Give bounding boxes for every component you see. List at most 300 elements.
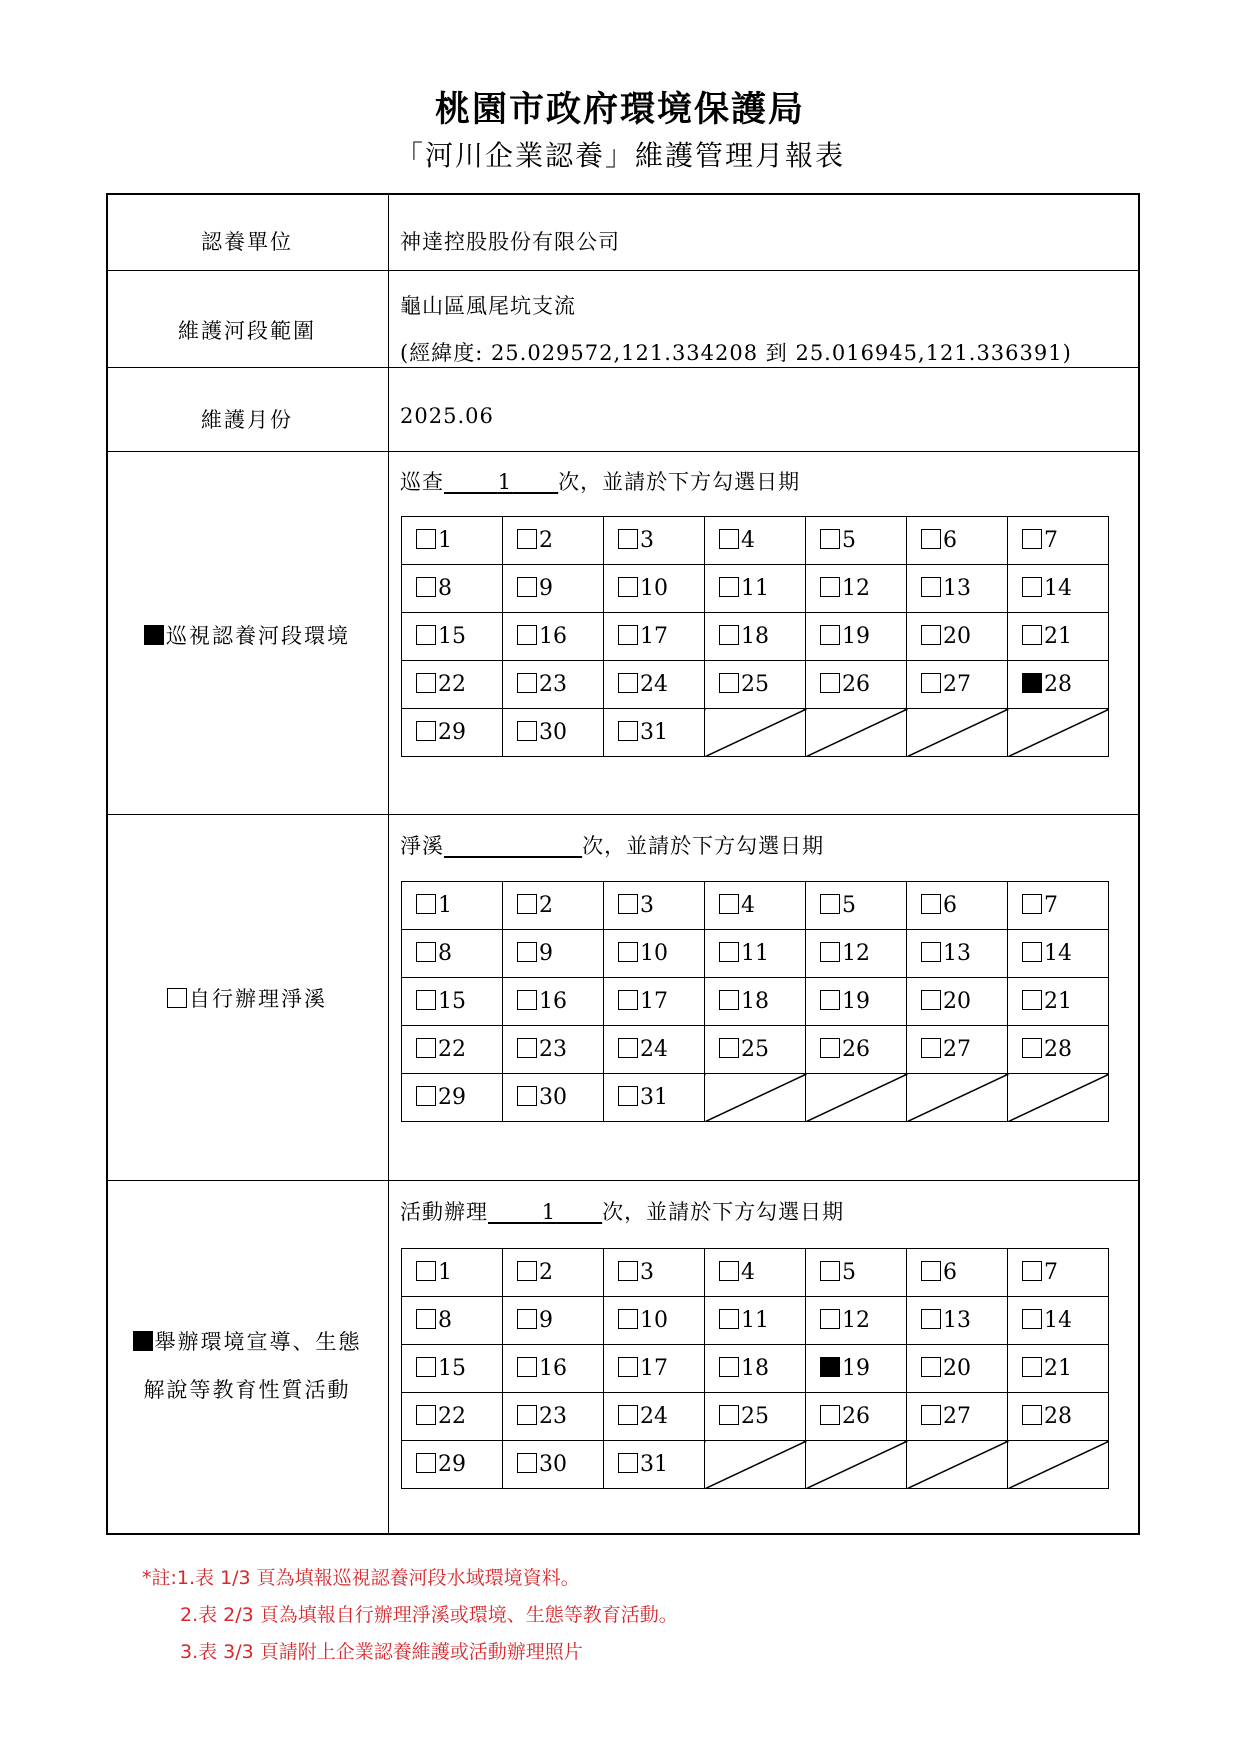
day-number: 5 xyxy=(842,528,856,553)
day-cell-23[interactable] xyxy=(503,1026,604,1074)
day-number: 22 xyxy=(438,672,466,697)
day-cell-28[interactable] xyxy=(1008,1026,1109,1074)
unchecked-box-icon[interactable] xyxy=(921,990,941,1010)
unchecked-box-icon[interactable] xyxy=(416,721,436,741)
unchecked-box-icon[interactable] xyxy=(820,1405,840,1425)
day-cell-24[interactable] xyxy=(604,1393,705,1441)
unchecked-box-icon[interactable] xyxy=(618,721,638,741)
day-cell-7[interactable] xyxy=(1008,517,1109,565)
unchecked-box-icon[interactable] xyxy=(618,625,638,645)
unchecked-box-icon[interactable] xyxy=(719,1357,739,1377)
day-number: 27 xyxy=(943,1404,971,1429)
day-cell-31[interactable] xyxy=(604,1074,705,1122)
day-cell-11[interactable] xyxy=(705,930,806,978)
day-number: 13 xyxy=(943,1308,971,1333)
unchecked-box-icon[interactable] xyxy=(719,990,739,1010)
day-number: 28 xyxy=(1044,672,1072,697)
section-label-line xyxy=(106,983,388,1013)
day-number: 6 xyxy=(943,893,957,918)
day-cell-3[interactable] xyxy=(604,882,705,930)
day-number: 12 xyxy=(842,576,870,601)
unchecked-box-icon[interactable] xyxy=(416,1405,436,1425)
day-cell-22[interactable] xyxy=(402,661,503,709)
unchecked-box-icon[interactable] xyxy=(517,673,537,693)
unchecked-box-icon[interactable] xyxy=(1022,942,1042,962)
prompt-prefix: 淨溪 xyxy=(400,834,444,858)
day-cell-26[interactable] xyxy=(806,661,907,709)
day-cell-31[interactable] xyxy=(604,1441,705,1489)
day-number: 18 xyxy=(741,989,769,1014)
day-cell-18[interactable] xyxy=(705,1345,806,1393)
unchecked-box-icon[interactable] xyxy=(1022,529,1042,549)
unchecked-box-icon[interactable] xyxy=(416,894,436,914)
day-cell-15[interactable] xyxy=(402,978,503,1026)
day-cell-1[interactable] xyxy=(402,517,503,565)
day-number: 21 xyxy=(1044,1356,1072,1381)
notes xyxy=(142,1560,678,1671)
unchecked-box-icon[interactable] xyxy=(820,625,840,645)
unchecked-box-icon[interactable] xyxy=(921,577,941,597)
unchecked-box-icon[interactable] xyxy=(921,1261,941,1281)
day-cell-25[interactable] xyxy=(705,1026,806,1074)
day-number: 2 xyxy=(539,893,553,918)
day-number: 14 xyxy=(1044,576,1072,601)
day-number: 11 xyxy=(741,576,769,601)
unchecked-box-icon[interactable] xyxy=(416,625,436,645)
day-cell-5[interactable] xyxy=(806,517,907,565)
unchecked-box-icon[interactable] xyxy=(719,673,739,693)
document-title: 桃園市政府環境保護局 xyxy=(434,89,805,130)
unchecked-box-icon[interactable] xyxy=(416,1357,436,1377)
day-number: 16 xyxy=(539,989,567,1014)
unchecked-box-icon[interactable] xyxy=(1022,577,1042,597)
day-cell-30[interactable] xyxy=(503,1074,604,1122)
unchecked-box-icon[interactable] xyxy=(618,1453,638,1473)
unchecked-box-icon[interactable] xyxy=(820,1309,840,1329)
empty-cell xyxy=(907,1441,1008,1489)
day-number: 21 xyxy=(1044,624,1072,649)
empty-cell xyxy=(1008,1074,1109,1122)
day-number: 20 xyxy=(943,989,971,1014)
unchecked-box-icon[interactable] xyxy=(618,942,638,962)
unchecked-box-icon[interactable] xyxy=(921,673,941,693)
day-number: 9 xyxy=(539,1308,553,1333)
day-cell-8[interactable] xyxy=(402,565,503,613)
unchecked-box-icon[interactable] xyxy=(719,1038,739,1058)
unchecked-box-icon[interactable] xyxy=(719,894,739,914)
unchecked-box-icon[interactable] xyxy=(416,942,436,962)
day-cell-11[interactable] xyxy=(705,1297,806,1345)
unchecked-box-icon[interactable] xyxy=(1022,1038,1042,1058)
unchecked-box-icon[interactable] xyxy=(719,1309,739,1329)
day-number: 25 xyxy=(741,1404,769,1429)
day-cell-18[interactable] xyxy=(705,613,806,661)
section-prompt xyxy=(400,466,800,496)
unchecked-box-icon[interactable] xyxy=(618,1405,638,1425)
day-cell-12[interactable] xyxy=(806,930,907,978)
day-cell-23[interactable] xyxy=(503,1393,604,1441)
unchecked-box-icon[interactable] xyxy=(1022,1309,1042,1329)
day-number: 23 xyxy=(539,1404,567,1429)
day-cell-16[interactable] xyxy=(503,613,604,661)
day-cell-13[interactable] xyxy=(907,1297,1008,1345)
day-number: 17 xyxy=(640,624,668,649)
document-subtitle: 「河川企業認養」維護管理月報表 xyxy=(394,139,845,172)
day-number: 7 xyxy=(1044,893,1058,918)
note-2: 2.表 2/3 頁為填報自行辦理淨溪或環境、生態等教育活動。 xyxy=(180,1604,678,1626)
day-cell-8[interactable] xyxy=(402,1297,503,1345)
day-cell-3[interactable] xyxy=(604,517,705,565)
day-number: 13 xyxy=(943,576,971,601)
unchecked-box-icon[interactable] xyxy=(618,1309,638,1329)
unchecked-box-icon[interactable] xyxy=(921,625,941,645)
range-value-line1: 龜山區風尾坑支流 xyxy=(400,294,576,318)
count-field[interactable] xyxy=(488,1200,602,1224)
unchecked-box-icon[interactable] xyxy=(416,990,436,1010)
section-checked-box-icon[interactable] xyxy=(144,625,164,645)
day-cell-6[interactable] xyxy=(907,882,1008,930)
unchecked-box-icon[interactable] xyxy=(1022,1261,1042,1281)
day-cell-23[interactable] xyxy=(503,661,604,709)
unchecked-box-icon[interactable] xyxy=(719,577,739,597)
unchecked-box-icon[interactable] xyxy=(618,1038,638,1058)
prompt-suffix: 次，並請於下方勾選日期 xyxy=(582,834,825,858)
day-cell-25[interactable] xyxy=(705,1393,806,1441)
unchecked-box-icon[interactable] xyxy=(416,1309,436,1329)
day-number: 3 xyxy=(640,1260,654,1285)
unchecked-box-icon[interactable] xyxy=(517,942,537,962)
day-cell-10[interactable] xyxy=(604,930,705,978)
unchecked-box-icon[interactable] xyxy=(820,894,840,914)
row-divider xyxy=(106,270,1140,271)
unit-label: 認養單位 xyxy=(201,230,293,254)
day-number: 26 xyxy=(842,1037,870,1062)
day-number: 1 xyxy=(438,893,452,918)
day-cell-29[interactable] xyxy=(402,1441,503,1489)
day-cell-2[interactable] xyxy=(503,1249,604,1297)
day-number: 25 xyxy=(741,672,769,697)
day-cell-29[interactable] xyxy=(402,709,503,757)
unchecked-box-icon[interactable] xyxy=(719,625,739,645)
unchecked-box-icon[interactable] xyxy=(820,529,840,549)
day-cell-5[interactable] xyxy=(806,1249,907,1297)
day-cell-19[interactable] xyxy=(806,1345,907,1393)
day-cell-28[interactable] xyxy=(1008,661,1109,709)
day-cell-20[interactable] xyxy=(907,613,1008,661)
day-number: 18 xyxy=(741,624,769,649)
day-cell-19[interactable] xyxy=(806,978,907,1026)
row-divider xyxy=(106,451,1140,452)
day-cell-10[interactable] xyxy=(604,565,705,613)
day-number: 31 xyxy=(640,1452,668,1477)
unchecked-box-icon[interactable] xyxy=(517,1405,537,1425)
day-number: 30 xyxy=(539,720,567,745)
day-number: 19 xyxy=(842,1356,870,1381)
day-number: 23 xyxy=(539,672,567,697)
day-cell-17[interactable] xyxy=(604,613,705,661)
day-number: 9 xyxy=(539,941,553,966)
unchecked-box-icon[interactable] xyxy=(517,990,537,1010)
section-unchecked-box-icon[interactable] xyxy=(167,988,187,1008)
day-number: 10 xyxy=(640,941,668,966)
day-cell-4[interactable] xyxy=(705,882,806,930)
day-cell-20[interactable] xyxy=(907,1345,1008,1393)
unchecked-box-icon[interactable] xyxy=(416,1038,436,1058)
unchecked-box-icon[interactable] xyxy=(416,1086,436,1106)
unchecked-box-icon[interactable] xyxy=(820,990,840,1010)
day-number: 28 xyxy=(1044,1404,1072,1429)
note-1: *註:1.表 1/3 頁為填報巡視認養河段水域環境資料。 xyxy=(142,1567,580,1589)
column-divider xyxy=(388,193,389,1535)
unchecked-box-icon[interactable] xyxy=(618,894,638,914)
day-number: 16 xyxy=(539,624,567,649)
day-number: 14 xyxy=(1044,941,1072,966)
section-label-line xyxy=(106,1374,388,1404)
day-number: 15 xyxy=(438,624,466,649)
unchecked-box-icon[interactable] xyxy=(416,1261,436,1281)
unchecked-box-icon[interactable] xyxy=(416,577,436,597)
count-field[interactable] xyxy=(444,470,558,494)
day-cell-14[interactable] xyxy=(1008,565,1109,613)
section-checked-box-icon[interactable] xyxy=(133,1331,153,1351)
day-number: 18 xyxy=(741,1356,769,1381)
row-divider xyxy=(106,1180,1140,1181)
unchecked-box-icon[interactable] xyxy=(618,673,638,693)
empty-cell xyxy=(907,709,1008,757)
day-number: 8 xyxy=(438,576,452,601)
unchecked-box-icon[interactable] xyxy=(921,942,941,962)
day-number: 19 xyxy=(842,989,870,1014)
day-number: 29 xyxy=(438,1452,466,1477)
unchecked-box-icon[interactable] xyxy=(618,529,638,549)
unchecked-box-icon[interactable] xyxy=(416,1453,436,1473)
unchecked-box-icon[interactable] xyxy=(517,1086,537,1106)
day-cell-22[interactable] xyxy=(402,1393,503,1441)
day-cell-2[interactable] xyxy=(503,517,604,565)
day-cell-11[interactable] xyxy=(705,565,806,613)
day-cell-17[interactable] xyxy=(604,978,705,1026)
day-cell-9[interactable] xyxy=(503,930,604,978)
month-value: 2025.06 xyxy=(400,404,494,428)
day-number: 22 xyxy=(438,1404,466,1429)
unchecked-box-icon[interactable] xyxy=(921,1309,941,1329)
day-cell-29[interactable] xyxy=(402,1074,503,1122)
day-cell-5[interactable] xyxy=(806,882,907,930)
day-number: 4 xyxy=(741,1260,755,1285)
month-label: 維護月份 xyxy=(201,408,293,432)
day-cell-3[interactable] xyxy=(604,1249,705,1297)
day-number: 9 xyxy=(539,576,553,601)
day-number: 4 xyxy=(741,528,755,553)
day-cell-13[interactable] xyxy=(907,565,1008,613)
day-cell-13[interactable] xyxy=(907,930,1008,978)
unchecked-box-icon[interactable] xyxy=(618,990,638,1010)
section-label-text: 舉辦環境宣導、生態 xyxy=(154,1330,362,1354)
prompt-prefix: 巡查 xyxy=(400,470,444,494)
unchecked-box-icon[interactable] xyxy=(517,625,537,645)
day-number: 29 xyxy=(438,1085,466,1110)
day-cell-30[interactable] xyxy=(503,709,604,757)
unchecked-box-icon[interactable] xyxy=(517,894,537,914)
day-cell-4[interactable] xyxy=(705,517,806,565)
unchecked-box-icon[interactable] xyxy=(517,1038,537,1058)
day-cell-27[interactable] xyxy=(907,1393,1008,1441)
day-cell-9[interactable] xyxy=(503,565,604,613)
unchecked-box-icon[interactable] xyxy=(719,1261,739,1281)
day-cell-26[interactable] xyxy=(806,1393,907,1441)
day-number: 25 xyxy=(741,1037,769,1062)
day-number: 8 xyxy=(438,941,452,966)
day-cell-15[interactable] xyxy=(402,613,503,661)
day-cell-8[interactable] xyxy=(402,930,503,978)
row-divider xyxy=(106,814,1140,815)
day-cell-7[interactable] xyxy=(1008,882,1109,930)
section-label-line xyxy=(106,1326,388,1356)
day-number: 3 xyxy=(640,893,654,918)
unchecked-box-icon[interactable] xyxy=(719,529,739,549)
unchecked-box-icon[interactable] xyxy=(921,1405,941,1425)
unchecked-box-icon[interactable] xyxy=(416,673,436,693)
checked-box-icon[interactable] xyxy=(1022,673,1042,693)
day-cell-24[interactable] xyxy=(604,661,705,709)
day-cell-14[interactable] xyxy=(1008,1297,1109,1345)
day-cell-6[interactable] xyxy=(907,1249,1008,1297)
empty-cell xyxy=(705,709,806,757)
day-cell-16[interactable] xyxy=(503,978,604,1026)
day-number: 29 xyxy=(438,720,466,745)
empty-cell xyxy=(806,1441,907,1489)
day-number: 27 xyxy=(943,672,971,697)
day-cell-25[interactable] xyxy=(705,661,806,709)
day-cell-7[interactable] xyxy=(1008,1249,1109,1297)
unchecked-box-icon[interactable] xyxy=(921,1038,941,1058)
unchecked-box-icon[interactable] xyxy=(719,942,739,962)
unchecked-box-icon[interactable] xyxy=(618,1086,638,1106)
day-cell-24[interactable] xyxy=(604,1026,705,1074)
day-number: 15 xyxy=(438,989,466,1014)
empty-cell xyxy=(705,1441,806,1489)
day-cell-31[interactable] xyxy=(604,709,705,757)
range-value-line2: (經緯度: 25.029572,121.334208 到 25.016945,121.336391) xyxy=(400,341,1072,365)
day-cell-14[interactable] xyxy=(1008,930,1109,978)
day-cell-21[interactable] xyxy=(1008,613,1109,661)
unchecked-box-icon[interactable] xyxy=(1022,1357,1042,1377)
day-cell-30[interactable] xyxy=(503,1441,604,1489)
day-number: 30 xyxy=(539,1085,567,1110)
unchecked-box-icon[interactable] xyxy=(517,1309,537,1329)
day-cell-2[interactable] xyxy=(503,882,604,930)
unchecked-box-icon[interactable] xyxy=(820,942,840,962)
day-cell-9[interactable] xyxy=(503,1297,604,1345)
day-number: 17 xyxy=(640,1356,668,1381)
day-number: 14 xyxy=(1044,1308,1072,1333)
day-cell-27[interactable] xyxy=(907,661,1008,709)
day-cell-19[interactable] xyxy=(806,613,907,661)
day-cell-28[interactable] xyxy=(1008,1393,1109,1441)
empty-cell xyxy=(1008,1441,1109,1489)
day-number: 11 xyxy=(741,941,769,966)
unchecked-box-icon[interactable] xyxy=(921,1357,941,1377)
day-cell-26[interactable] xyxy=(806,1026,907,1074)
day-number: 23 xyxy=(539,1037,567,1062)
section-label-text: 解說等教育性質活動 xyxy=(143,1378,351,1402)
day-number: 5 xyxy=(842,893,856,918)
day-checkbox-grid xyxy=(401,516,1109,757)
unchecked-box-icon[interactable] xyxy=(517,529,537,549)
day-number: 27 xyxy=(943,1037,971,1062)
unchecked-box-icon[interactable] xyxy=(921,529,941,549)
unchecked-box-icon[interactable] xyxy=(820,673,840,693)
unchecked-box-icon[interactable] xyxy=(719,1405,739,1425)
unchecked-box-icon[interactable] xyxy=(1022,1405,1042,1425)
unchecked-box-icon[interactable] xyxy=(517,1357,537,1377)
day-cell-15[interactable] xyxy=(402,1345,503,1393)
day-cell-21[interactable] xyxy=(1008,1345,1109,1393)
day-number: 20 xyxy=(943,1356,971,1381)
unchecked-box-icon[interactable] xyxy=(820,1261,840,1281)
unchecked-box-icon[interactable] xyxy=(820,1038,840,1058)
day-number: 11 xyxy=(741,1308,769,1333)
unchecked-box-icon[interactable] xyxy=(1022,990,1042,1010)
day-cell-1[interactable] xyxy=(402,1249,503,1297)
empty-cell xyxy=(1008,709,1109,757)
day-number: 3 xyxy=(640,528,654,553)
day-cell-12[interactable] xyxy=(806,1297,907,1345)
day-cell-17[interactable] xyxy=(604,1345,705,1393)
day-number: 24 xyxy=(640,1037,668,1062)
unchecked-box-icon[interactable] xyxy=(1022,894,1042,914)
day-number: 26 xyxy=(842,672,870,697)
unchecked-box-icon[interactable] xyxy=(618,1357,638,1377)
unchecked-box-icon[interactable] xyxy=(618,1261,638,1281)
day-cell-18[interactable] xyxy=(705,978,806,1026)
unchecked-box-icon[interactable] xyxy=(921,894,941,914)
empty-cell xyxy=(806,709,907,757)
empty-cell xyxy=(705,1074,806,1122)
day-cell-20[interactable] xyxy=(907,978,1008,1026)
day-cell-16[interactable] xyxy=(503,1345,604,1393)
unchecked-box-icon[interactable] xyxy=(1022,625,1042,645)
day-cell-6[interactable] xyxy=(907,517,1008,565)
day-checkbox-grid xyxy=(401,881,1109,1122)
day-cell-12[interactable] xyxy=(806,565,907,613)
empty-cell xyxy=(907,1074,1008,1122)
day-cell-10[interactable] xyxy=(604,1297,705,1345)
unchecked-box-icon[interactable] xyxy=(416,529,436,549)
unchecked-box-icon[interactable] xyxy=(618,577,638,597)
day-cell-22[interactable] xyxy=(402,1026,503,1074)
unchecked-box-icon[interactable] xyxy=(517,1261,537,1281)
day-number: 12 xyxy=(842,1308,870,1333)
count-field[interactable] xyxy=(444,834,582,858)
unchecked-box-icon[interactable] xyxy=(517,1453,537,1473)
count-value: 1 xyxy=(497,470,513,494)
unit-value: 神達控股股份有限公司 xyxy=(400,230,620,254)
day-cell-4[interactable] xyxy=(705,1249,806,1297)
day-number: 7 xyxy=(1044,528,1058,553)
day-cell-27[interactable] xyxy=(907,1026,1008,1074)
day-number: 6 xyxy=(943,1260,957,1285)
unchecked-box-icon[interactable] xyxy=(517,721,537,741)
day-cell-21[interactable] xyxy=(1008,978,1109,1026)
checked-box-icon[interactable] xyxy=(820,1357,840,1377)
day-number: 2 xyxy=(539,1260,553,1285)
unchecked-box-icon[interactable] xyxy=(517,577,537,597)
row-divider xyxy=(106,367,1140,368)
empty-cell xyxy=(806,1074,907,1122)
unchecked-box-icon[interactable] xyxy=(820,577,840,597)
day-cell-1[interactable] xyxy=(402,882,503,930)
